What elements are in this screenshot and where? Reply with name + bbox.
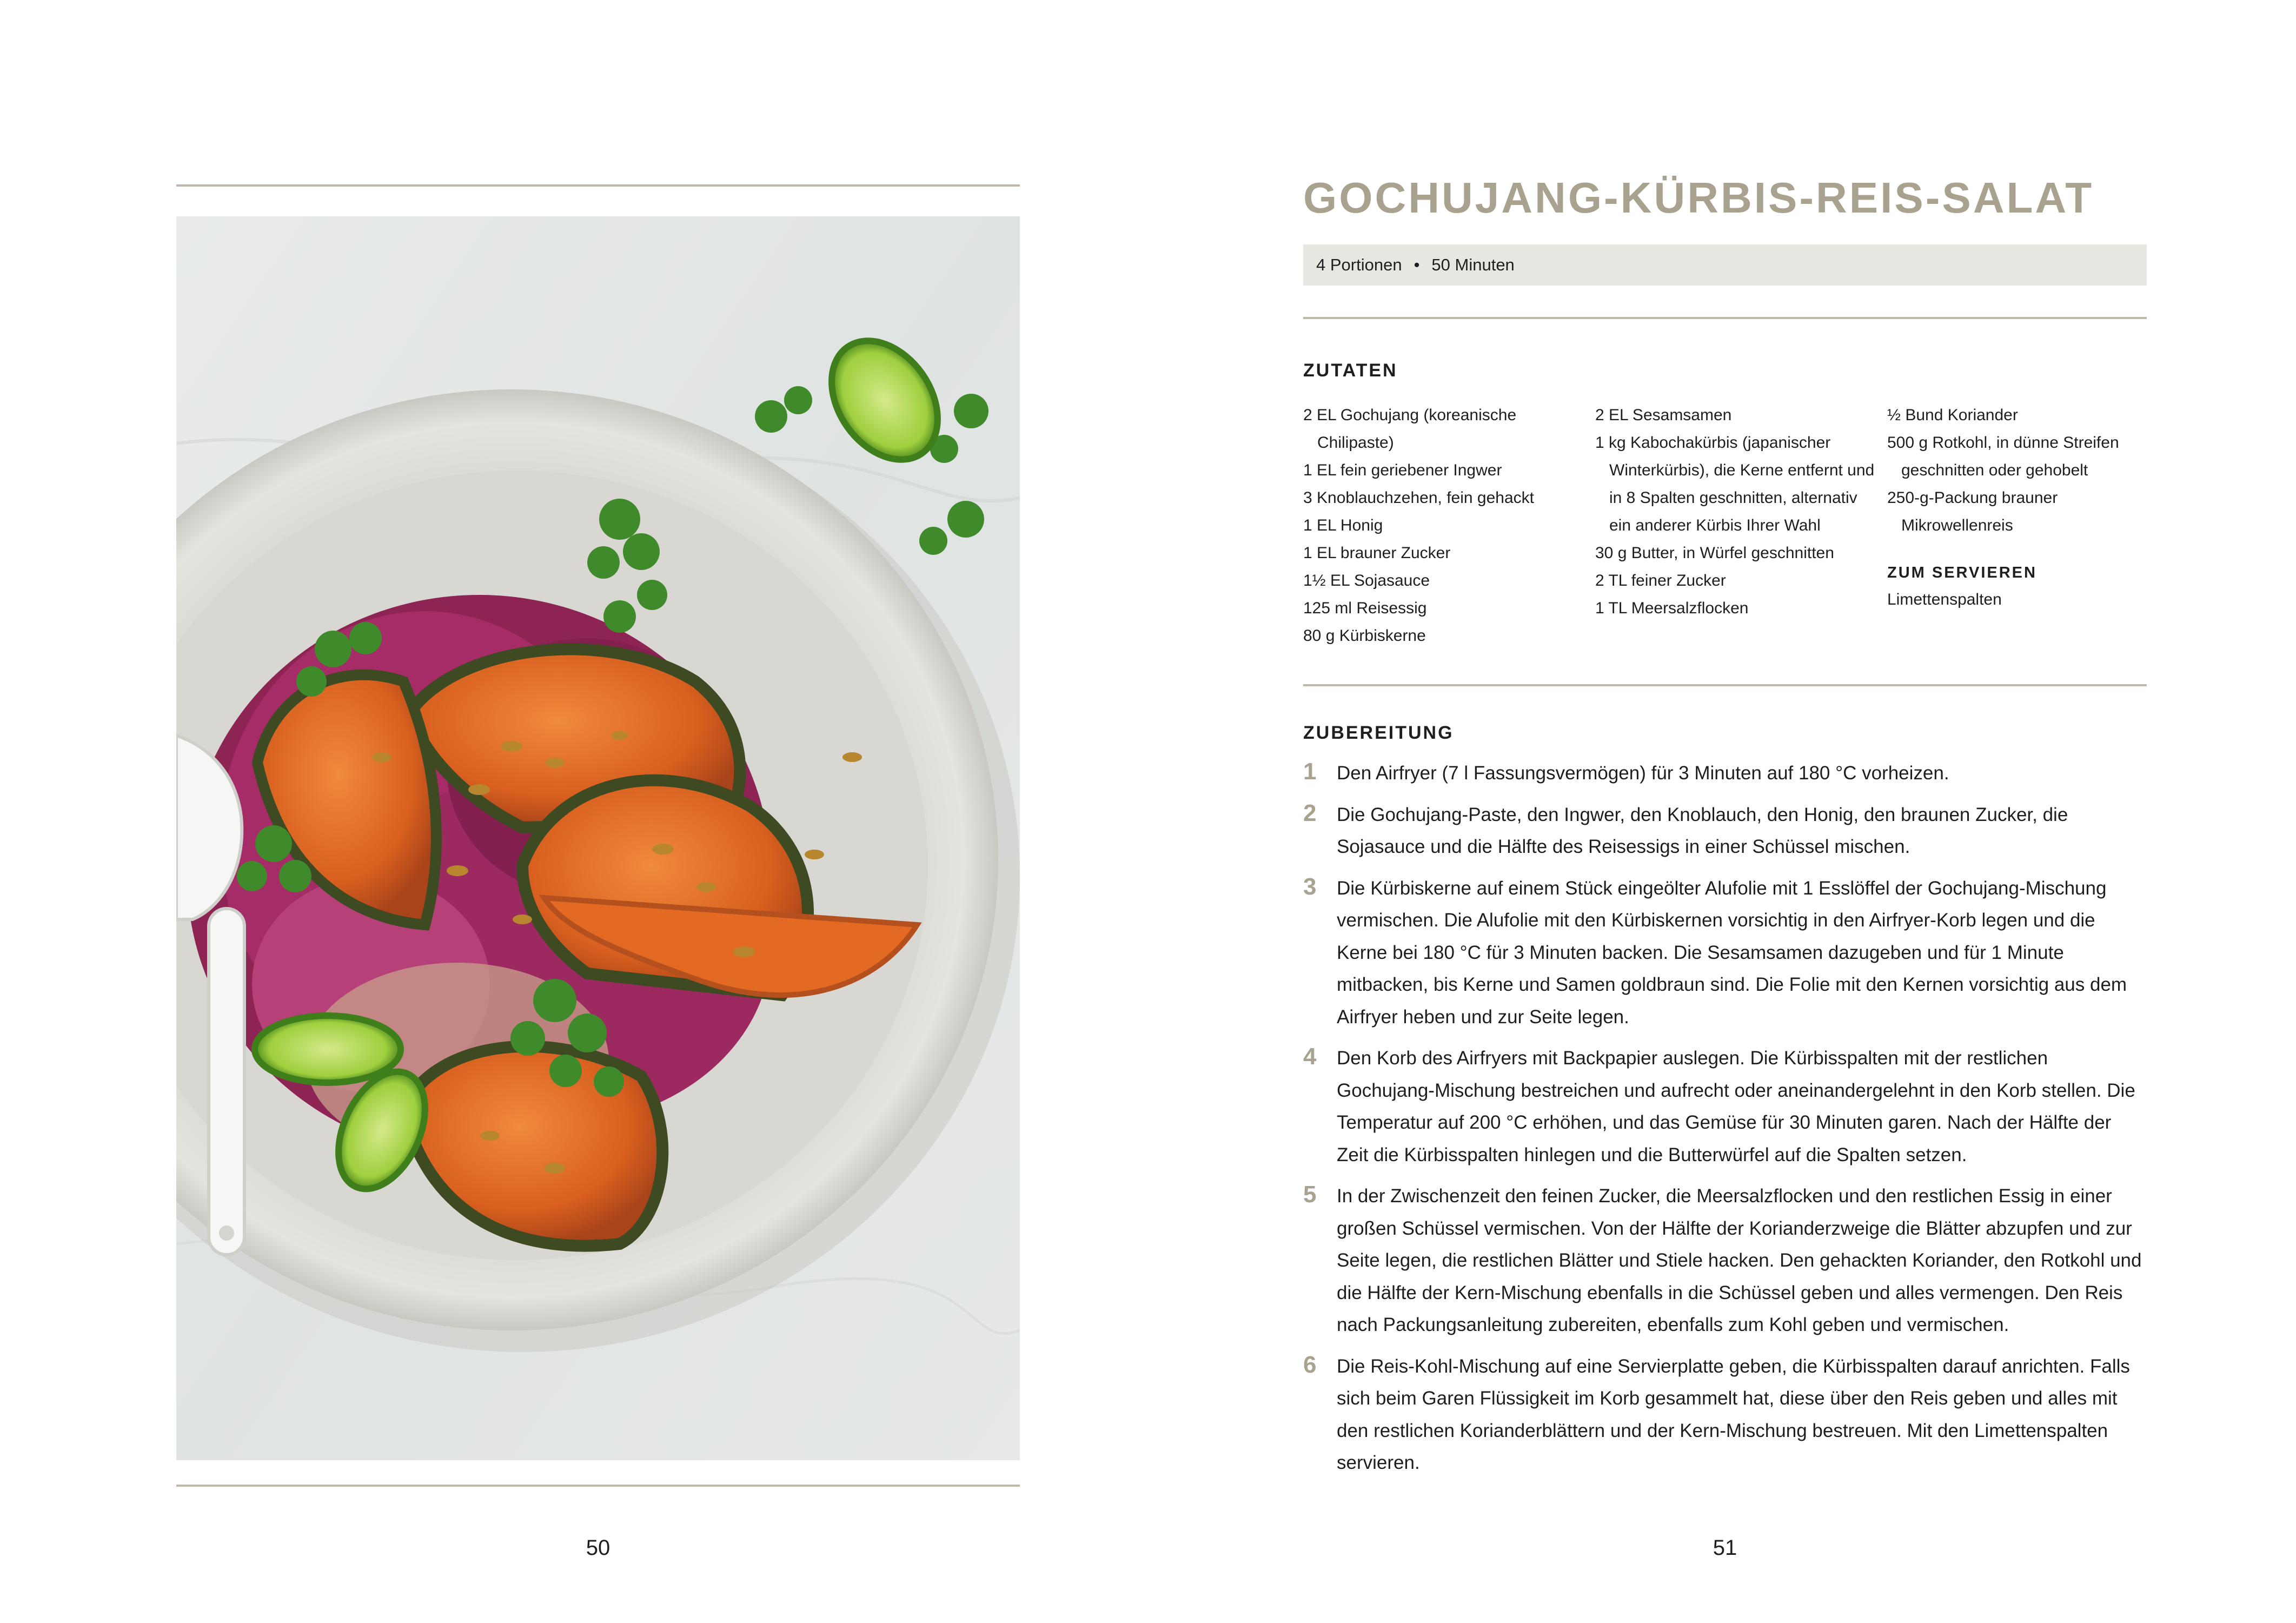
step-text: Den Korb des Airfryers mit Backpapier auslegen. Die Kürbisspalten mit der restlichen Gochujang-Mischung bestreichen und aufrecht oder aneinandergelehnt in den Korb stellen. Die Temperatur auf 200 °C erhöhen, und das Gemüse für 30 Minuten garen. Nach der Hälfte der Zeit die Kürbisspalten hinlegen und die Butterwürfel auf die Spalten setzen. — [1337, 1048, 2135, 1165]
dish-photo — [176, 216, 1020, 1460]
ingredient-item: 125 ml Reisessig — [1303, 599, 1427, 617]
step-number: 6 — [1303, 1351, 1317, 1378]
ingredient-item: 1 TL Meersalzflocken — [1595, 599, 1749, 617]
step-item — [1303, 1042, 2147, 1171]
step-item — [1303, 1350, 2147, 1479]
page-number-left: 50 — [586, 1536, 611, 1560]
step-text: Den Airfryer (7 l Fassungsvermögen) für 3 Minuten auf 180 °C vorheizen. — [1337, 763, 1949, 784]
cooking-time: 50 Minuten — [1431, 255, 1515, 274]
ingredient-item: 1 kg Kabochakürbis (japanischer Winterkürbis), die Kerne entfernt und in 8 Spalten geschnitten, alternativ ein anderer Kürbis Ihrer Wahl — [1595, 434, 1875, 534]
meta-separator: • — [1414, 255, 1420, 274]
rule-below-meta — [1303, 317, 2147, 319]
ingredient-item: ½ Bund Koriander — [1887, 406, 2018, 424]
ingredient-item: 1½ EL Sojasauce — [1303, 572, 1430, 589]
recipe-title: GOCHUJANG-KÜRBIS-REIS-SALAT — [1303, 174, 2094, 222]
bottom-rule-left — [176, 1485, 1020, 1487]
ingredients-column-2 — [1595, 401, 1876, 622]
serving-heading: ZUM SERVIEREN — [1887, 564, 2037, 581]
servings: 4 Portionen — [1316, 255, 1402, 274]
step-item — [1303, 757, 2147, 790]
method-heading: ZUBEREITUNG — [1303, 723, 1454, 743]
ingredients-column-3 — [1887, 401, 2147, 613]
ingredients-heading: ZUTATEN — [1303, 360, 1398, 381]
recipe-meta-bar — [1303, 244, 2147, 286]
ingredient-item: 2 TL feiner Zucker — [1595, 572, 1726, 589]
ingredient-item: 80 g Kürbiskerne — [1303, 627, 1426, 645]
ingredient-item: 3 Knoblauchzehen, fein gehackt — [1303, 489, 1534, 507]
step-text: Die Reis-Kohl-Mischung auf eine Servierplatte geben, die Kürbisspalten darauf anrichten. Falls sich beim Garen Flüssigkeit im Korb gesammelt hat, diese über den Reis geben und alles mit den restlichen Korianderblättern und der Kern-Mischung bestreuen. Mit den Limettenspalten servieren. — [1337, 1355, 2130, 1473]
ingredient-item: 2 EL Sesamsamen — [1595, 406, 1732, 424]
ingredient-item: 30 g Butter, in Würfel geschnitten — [1595, 544, 1834, 562]
step-item — [1303, 872, 2147, 1034]
step-number: 5 — [1303, 1181, 1317, 1208]
ingredient-item: 1 EL fein geriebener Ingwer — [1303, 461, 1502, 479]
step-number: 3 — [1303, 873, 1317, 900]
step-text: Die Kürbiskerne auf einem Stück eingeölter Alufolie mit 1 Esslöffel der Gochujang-Mischung vermischen. Die Alufolie mit den Kürbiskernen vorsichtig in den Airfryer-Korb legen und die Kerne bei 180 °C für 3 Minuten backen. Die Sesamsamen dazugeben und für 1 Minute mitbacken, bis Kerne und Samen goldbraun sind. Die Folie mit den Kernen vorsichtig aus dem Airfryer heben und zur Seite legen. — [1337, 877, 2127, 1028]
serving-item: Limettenspalten — [1887, 591, 2002, 608]
step-item — [1303, 799, 2147, 863]
method-steps — [1303, 757, 2147, 1488]
page-number-right: 51 — [1713, 1536, 1737, 1560]
ingredients-column-1 — [1303, 401, 1579, 650]
ingredient-item: 1 EL brauner Zucker — [1303, 544, 1451, 562]
rule-below-ingredients — [1303, 684, 2147, 686]
top-rule-left — [176, 184, 1020, 187]
step-number: 2 — [1303, 799, 1317, 826]
step-number: 4 — [1303, 1043, 1317, 1070]
step-item — [1303, 1180, 2147, 1341]
step-text: Die Gochujang-Paste, den Ingwer, den Knoblauch, den Honig, den braunen Zucker, die Sojasauce und die Hälfte des Reisessigs in einer Schüssel mischen. — [1337, 804, 2068, 857]
ingredient-item: 250-g-Packung brauner Mikrowellenreis — [1887, 489, 2058, 534]
step-number: 1 — [1303, 758, 1317, 785]
ingredient-item: 1 EL Honig — [1303, 516, 1383, 534]
ingredient-item: 500 g Rotkohl, in dünne Streifen geschnitten oder gehobelt — [1887, 434, 2119, 479]
ingredient-item: 2 EL Gochujang (koreanische Chilipaste) — [1303, 406, 1517, 452]
step-text: In der Zwischenzeit den feinen Zucker, die Meersalzflocken und den restlichen Essig in einer großen Schüssel vermischen. Von der Hälfte der Korianderzweige die Blätter abzupfen und zur Seite legen, die restlichen Blätter und Stiele hacken. Den gehackten Koriander, den Rotkohl und die Hälfte der Kern-Mischung ebenfalls in die Schüssel geben und alles vermengen. Den Reis nach Packungsanleitung zubereiten, ebenfalls zum Kohl geben und vermischen. — [1337, 1185, 2142, 1335]
